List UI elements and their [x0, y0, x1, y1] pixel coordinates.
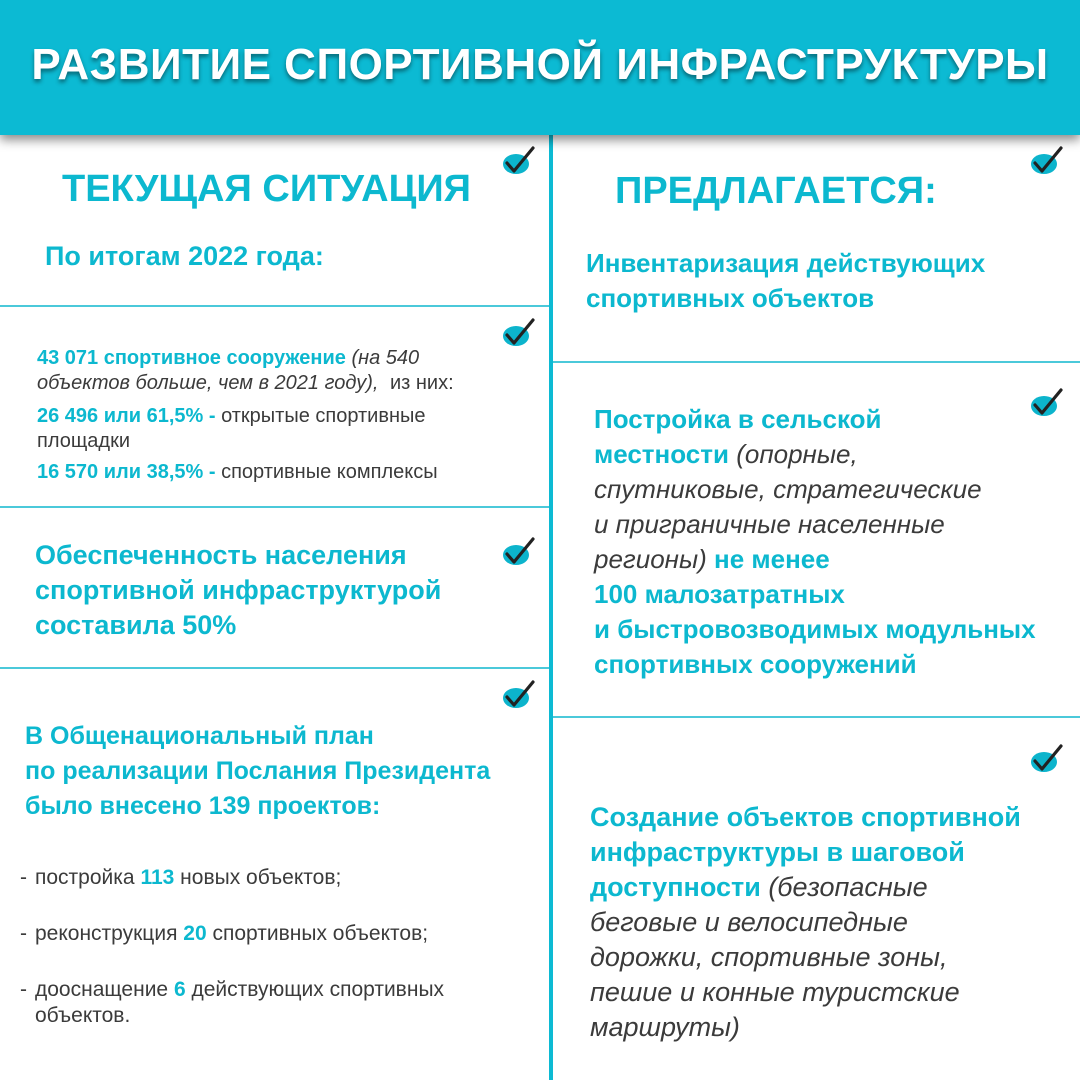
plan-line: В Общенациональный план: [25, 722, 374, 750]
rural-construction-block: Постройка в сельской местности (опорные, спутниковые, стратегические и приграничные населенные регионы) не менее 100 малозатратных и быстровозводимых модульных спортивных сооружений: [594, 404, 1036, 679]
facilities-block: [37, 346, 542, 485]
inventory-line: Инвентаризация действующих: [586, 248, 986, 278]
section-divider: [553, 716, 1080, 718]
coverage-line: Обеспеченность населения: [35, 540, 407, 570]
checkmark-icon: [501, 144, 535, 178]
inventory-line: спортивных объектов: [586, 283, 875, 313]
open-areas-label: площадки: [37, 430, 131, 452]
complexes-label: спортивные комплексы: [221, 461, 438, 483]
facilities-note: (на 540: [351, 347, 420, 369]
results-2022-subheading: По итогам 2022 года:: [45, 241, 324, 271]
list-item: - реконструкция 20 спортивных объектов;: [20, 922, 429, 945]
complexes-count: 16 570 или 38,5% -: [37, 461, 216, 483]
section-divider: [553, 361, 1080, 363]
proposed-heading: ПРЕДЛАГАЕТСЯ:: [615, 170, 937, 212]
plan-line: было внесено 139 проектов:: [25, 792, 381, 820]
column-divider: [549, 135, 553, 1080]
checkmark-icon: [501, 535, 535, 569]
checkmark-icon: [501, 678, 535, 712]
list-item: - постройка 113 новых объектов;: [20, 866, 342, 889]
coverage-line: спортивной инфраструктурой: [35, 575, 442, 605]
list-item: - дооснащение 6 действующих спортивных объектов.: [20, 978, 445, 1027]
page-title: РАЗВИТИЕ СПОРТИВНОЙ ИНФРАСТРУКТУРЫ: [31, 39, 1049, 89]
plan-line: по реализации Послания Президента: [25, 757, 491, 785]
open-areas-count: 26 496 или 61,5% -: [37, 405, 216, 427]
header-banner: [0, 0, 1080, 135]
checkmark-icon: [1029, 742, 1063, 776]
coverage-block: [35, 538, 441, 643]
section-divider: [0, 667, 549, 669]
checkmark-icon: [1029, 144, 1063, 178]
facilities-note: объектов больше, чем в 2021 году),: [37, 372, 379, 394]
section-divider: [0, 305, 549, 307]
checkmark-icon: [501, 316, 535, 350]
walking-distance-block: Создание объектов спортивной инфраструктуры в шаговой доступности (безопасные беговые и велосипедные дорожки, спортивные зоны, пешие и конные туристские маршруты): [590, 802, 1021, 1042]
current-situation-heading: ТЕКУЩАЯ СИТУАЦИЯ: [62, 168, 471, 210]
facilities-tail: из них:: [389, 372, 454, 394]
coverage-line: составила 50%: [35, 610, 237, 640]
inventory-block: [586, 246, 985, 316]
facilities-total: 43 071 спортивное сооружение: [37, 347, 346, 369]
national-plan-block: [25, 719, 490, 824]
section-divider: [0, 506, 549, 508]
open-areas-label: открытые спортивные: [221, 405, 426, 427]
